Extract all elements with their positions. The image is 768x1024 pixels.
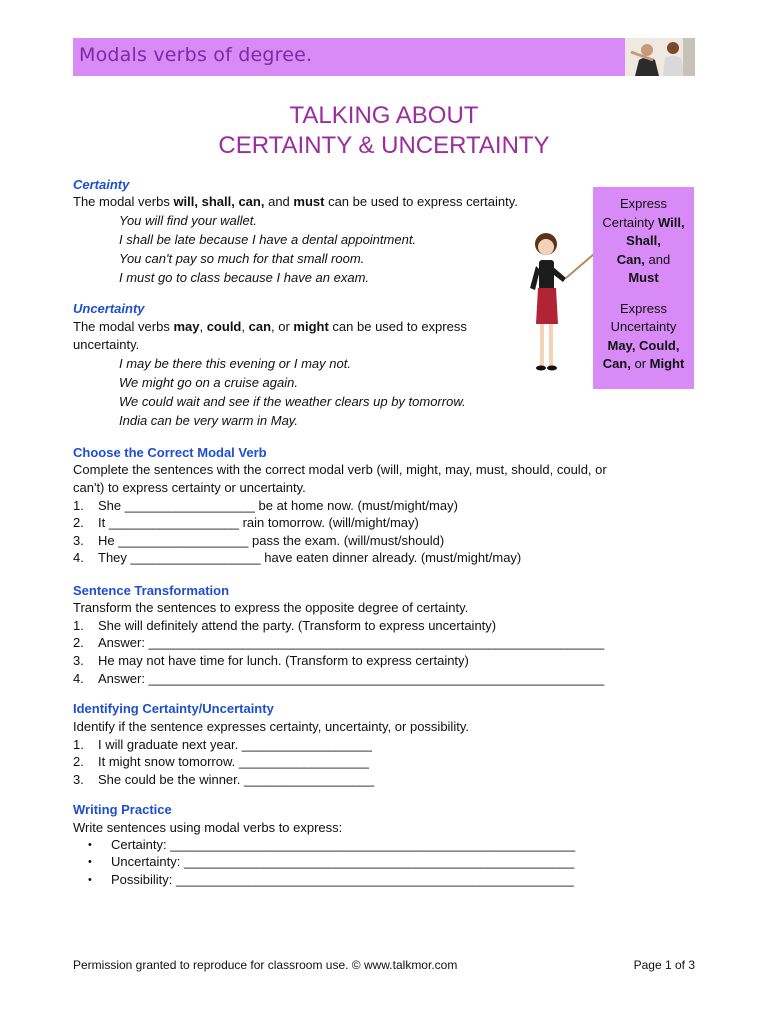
footer-permission: Permission granted to reproduce for classroom use. © www.talkmor.com <box>73 958 458 972</box>
item-number: 4. <box>73 671 84 686</box>
identify-heading: Identifying Certainty/Uncertainty <box>73 701 274 716</box>
exercise-item: They __________________ have eaten dinner already. (must/might/may) <box>98 550 522 565</box>
exercise-item: I will graduate next year. __________________ <box>98 737 372 752</box>
certainty-example: You will find your wallet. <box>119 213 258 228</box>
sidebar-line: Must <box>628 270 659 285</box>
writing-item: Uncertainty: ______________________________________________________ <box>111 854 575 869</box>
sidebar-line: Can, or Might <box>602 356 685 371</box>
modal-summary-box <box>593 187 694 389</box>
certainty-example: You can't pay so much for that small room. <box>119 251 365 266</box>
writing-heading: Writing Practice <box>73 802 172 817</box>
answer-line: Answer: _______________________________________________________________ <box>98 671 605 686</box>
item-number: 1. <box>73 618 84 633</box>
exercise-item: It __________________ rain tomorrow. (will/might/may) <box>98 515 419 530</box>
transform-heading: Sentence Transformation <box>73 583 230 598</box>
sidebar-line: Express <box>620 196 667 211</box>
bullet: • <box>88 856 92 868</box>
bullet: • <box>88 839 92 851</box>
sidebar-line: Shall, <box>626 233 661 248</box>
item-number: 4. <box>73 550 84 565</box>
bullet: • <box>88 874 92 886</box>
exercise-item: He __________________ pass the exam. (will/must/should) <box>98 533 445 548</box>
choose-instructions: Complete the sentences with the correct modal verb (will, might, may, must, should, could, or <box>73 462 607 477</box>
item-number: 3. <box>73 772 84 787</box>
exercise-item: She will definitely attend the party. (Transform to express uncertainty) <box>98 618 497 633</box>
page-title-line2: CERTAINTY & UNCERTAINTY <box>218 132 550 159</box>
certainty-example: I shall be late because I have a dental appointment. <box>119 232 417 247</box>
uncertainty-intro: The modal verbs may, could, can, or might can be used to express <box>73 319 467 334</box>
uncertainty-intro-line2: uncertainty. <box>73 337 140 352</box>
certainty-example: I must go to class because I have an exam. <box>119 270 370 285</box>
sidebar-line: Certainty Will, <box>602 214 685 230</box>
sidebar-line: May, Could, <box>607 337 680 353</box>
footer-page-number: Page 1 of 3 <box>633 958 695 972</box>
writing-item: Possibility: _______________________________________________________ <box>111 872 574 887</box>
transform-instructions: Transform the sentences to express the opposite degree of certainty. <box>73 600 469 615</box>
sidebar-line: Can, and <box>616 251 671 267</box>
exercise-item: It might snow tomorrow. __________________ <box>98 754 370 769</box>
choose-heading: Choose the Correct Modal Verb <box>73 445 267 460</box>
sidebar-line: Express <box>620 300 667 316</box>
item-number: 1. <box>73 737 84 752</box>
exercise-item: She __________________ be at home now. (must/might/may) <box>98 498 458 513</box>
uncertainty-example: I may be there this evening or I may not. <box>119 356 351 371</box>
header-photo <box>625 38 695 76</box>
exercise-item: He may not have time for lunch. (Transform to express certainty) <box>98 653 469 668</box>
teacher-illustration-icon <box>516 226 596 386</box>
header-bar <box>73 38 695 76</box>
certainty-intro: The modal verbs will, shall, can, and must can be used to express certainty. <box>73 194 518 209</box>
sidebar-line: Uncertainty <box>610 319 677 334</box>
item-number: 3. <box>73 533 84 548</box>
writing-instructions: Write sentences using modal verbs to express: <box>73 820 343 835</box>
uncertainty-example: India can be very warm in May. <box>119 413 298 428</box>
exercise-item: She could be the winner. __________________ <box>98 772 375 787</box>
item-number: 2. <box>73 515 84 530</box>
uncertainty-heading: Uncertainty <box>73 301 145 316</box>
classroom-photo-icon <box>625 38 695 76</box>
identify-instructions: Identify if the sentence expresses certainty, uncertainty, or possibility. <box>73 719 469 734</box>
item-number: 2. <box>73 635 84 650</box>
item-number: 1. <box>73 498 84 513</box>
page-title-line1: TALKING ABOUT <box>289 102 479 129</box>
item-number: 2. <box>73 754 84 769</box>
choose-instructions: can't) to express certainty or uncertainty. <box>73 480 306 495</box>
writing-item: Certainty: ________________________________________________________ <box>111 837 576 852</box>
uncertainty-example: We could wait and see if the weather clears up by tomorrow. <box>119 394 466 409</box>
answer-line: Answer: _______________________________________________________________ <box>98 635 605 650</box>
certainty-heading: Certainty <box>73 177 130 192</box>
item-number: 3. <box>73 653 84 668</box>
uncertainty-example: We might go on a cruise again. <box>119 375 298 390</box>
header-title: Modals verbs of degree. <box>79 44 313 66</box>
